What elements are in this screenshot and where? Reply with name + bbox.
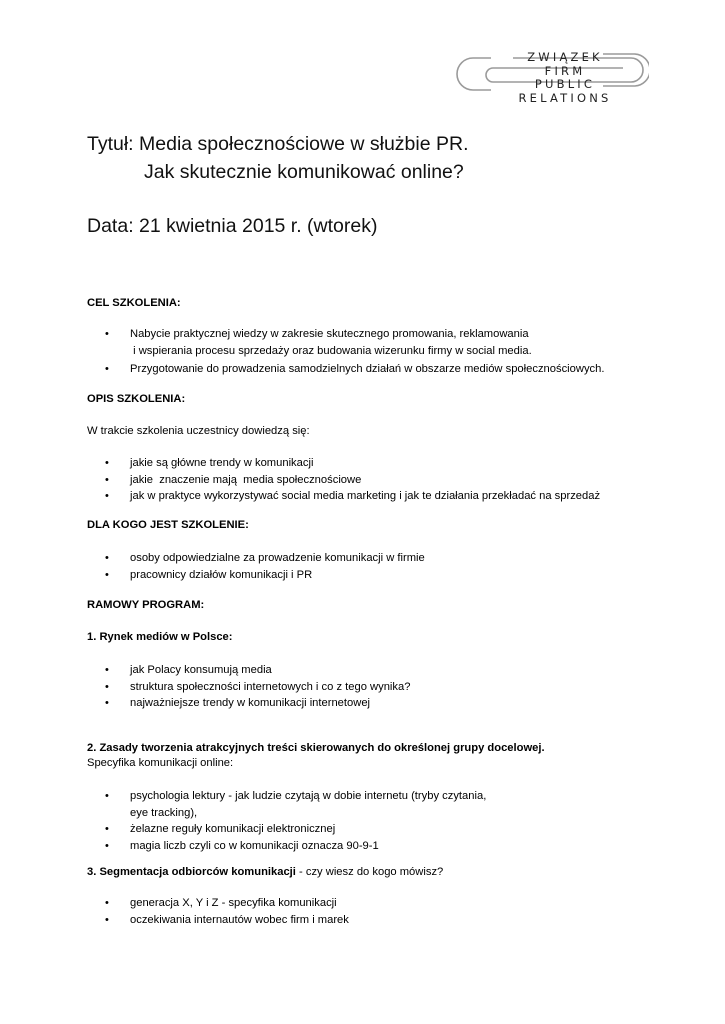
program-section-3-heading-rest: - czy wiesz do kogo mówisz?: [295, 866, 444, 878]
bullet-icon: •: [105, 680, 109, 693]
section-heading-cel: CEL SZKOLENIA:: [87, 297, 181, 309]
bullet-icon: •: [105, 697, 109, 709]
bullet-icon: •: [105, 897, 109, 909]
bullet-icon: •: [105, 823, 109, 835]
list-item-text: struktura społeczności internetowych i co z tego wynika?: [130, 680, 411, 693]
list-item-text: jak Polacy konsumują media: [130, 664, 272, 676]
list-item-text: eye tracking),: [130, 806, 198, 819]
list-item-text: osoby odpowiedzialne za prowadzenie komunikacji w firmie: [130, 552, 425, 564]
title-line: Tytuł: Media społecznościowe w służbie PR.: [87, 133, 469, 155]
section-heading-opis: OPIS SZKOLENIA:: [87, 393, 186, 405]
section-heading-dla-kogo: DLA KOGO JEST SZKOLENIE:: [87, 519, 249, 531]
list-item: [105, 550, 665, 567]
bullet-icon: •: [105, 552, 109, 564]
list-item: [105, 695, 665, 712]
program-section-2-subheading: Specyfika komunikacji online:: [87, 757, 234, 769]
logo-line: FIRM: [544, 63, 586, 78]
list-item: [105, 662, 665, 679]
program-section-3-list: [105, 895, 665, 928]
list-item: [105, 567, 665, 584]
list-item: [105, 361, 665, 378]
list-item-text: generacja X, Y i Z - specyfika komunikacji: [130, 897, 337, 909]
program-section-2-list: [105, 788, 665, 854]
title-line: Jak skutecznie komunikować online?: [144, 161, 464, 183]
bullet-icon: •: [105, 457, 109, 469]
opis-list: [105, 455, 665, 505]
list-item: [105, 455, 665, 472]
list-item-text: najważniejsze trendy w komunikacji internetowej: [130, 697, 371, 709]
list-item: [105, 821, 665, 838]
list-item-text: i wspierania procesu sprzedaży oraz budowania wizerunku firmy w social media.: [130, 344, 532, 357]
bullet-icon: •: [105, 839, 109, 852]
list-item-text: oczekiwania internautów wobec firm i marek: [130, 913, 349, 926]
list-item: [105, 788, 665, 821]
bullet-icon: •: [105, 664, 109, 676]
dla-kogo-list: [105, 550, 665, 583]
list-item-text: pracownicy działów komunikacji i PR: [130, 568, 313, 581]
program-section-3-heading-line: [87, 865, 443, 880]
list-item-text: magia liczb czyli co w komunikacji oznacza 90-9-1: [130, 839, 379, 852]
opis-intro: W trakcie szkolenia uczestnicy dowiedzą się:: [87, 425, 310, 437]
bullet-icon: •: [105, 568, 109, 581]
zfpr-logo: [453, 51, 649, 109]
list-item: [105, 679, 665, 696]
logo-line: ZWIĄZEK: [527, 50, 603, 64]
bullet-icon: •: [105, 913, 109, 926]
list-item: [105, 326, 665, 359]
bullet-icon: •: [105, 363, 109, 375]
cel-list: [105, 326, 665, 378]
program-section-2-heading: 2. Zasady tworzenia atrakcyjnych treści skierowanych do określonej grupy docelowej.: [87, 742, 545, 754]
list-item-text: Przygotowanie do prowadzenia samodzielnych działań w obszarze mediów społecznościowych.: [130, 363, 605, 375]
list-item: [105, 895, 665, 912]
bullet-icon: •: [105, 328, 109, 340]
section-heading-program: RAMOWY PROGRAM:: [87, 599, 205, 611]
list-item-text: jak w praktyce wykorzystywać social media marketing i jak te działania przekładać na sprzedaż: [130, 490, 601, 502]
list-item-text: żelazne reguły komunikacji elektronicznej: [130, 823, 336, 835]
bullet-icon: •: [105, 490, 109, 502]
list-item: [105, 472, 665, 489]
program-section-3-heading: 3. Segmentacja odbiorców komunikacji: [87, 866, 296, 878]
document-title: [87, 130, 469, 186]
list-item-text: jakie są główne trendy w komunikacji: [130, 457, 314, 469]
bullet-icon: •: [105, 790, 109, 802]
list-item-text: jakie znaczenie mają media społecznościowe: [130, 473, 362, 486]
program-section-1-heading: 1. Rynek mediów w Polsce:: [87, 631, 233, 643]
list-item: [105, 488, 665, 505]
list-item-text: psychologia lektury - jak ludzie czytają w dobie internetu (tryby czytania,: [130, 790, 487, 802]
list-item-text: Nabycie praktycznej wiedzy w zakresie skutecznego promowania, reklamowania: [130, 328, 529, 340]
list-item: [105, 912, 665, 929]
logo-line: PUBLIC: [534, 77, 596, 91]
bullet-icon: •: [105, 473, 109, 486]
document-date: Data: 21 kwietnia 2015 r. (wtorek): [87, 215, 378, 237]
logo-text: [489, 51, 641, 105]
logo-line: RELATIONS: [518, 90, 612, 105]
list-item: [105, 838, 665, 855]
program-section-1-list: [105, 662, 665, 712]
